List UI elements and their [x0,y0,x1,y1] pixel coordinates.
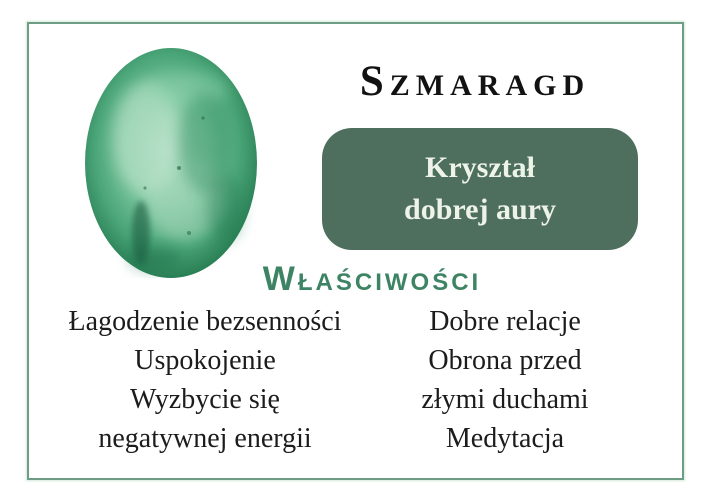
page-title: Szmaragd [359,57,591,105]
property-line: Wyzbycie się [130,384,280,415]
property-line: Uspokojenie [134,345,276,376]
badge-line-1: Kryształ [425,151,535,184]
property-line: Łagodzenie bezsenności [68,306,342,337]
properties-section-heading: Właściwości [262,260,482,298]
badge-line-2: dobrej aury [404,193,556,226]
properties-left-column [40,302,370,458]
property-line: Medytacja [445,423,565,454]
crystal-tagline-badge [322,128,638,250]
property-line: złymi duchami [421,384,589,415]
properties-right-column [340,302,670,458]
emerald-gemstone-image [85,48,257,278]
property-line: Dobre relacje [429,306,581,337]
property-line: Obrona przed [428,345,582,376]
property-line: negatywnej energii [98,423,312,454]
